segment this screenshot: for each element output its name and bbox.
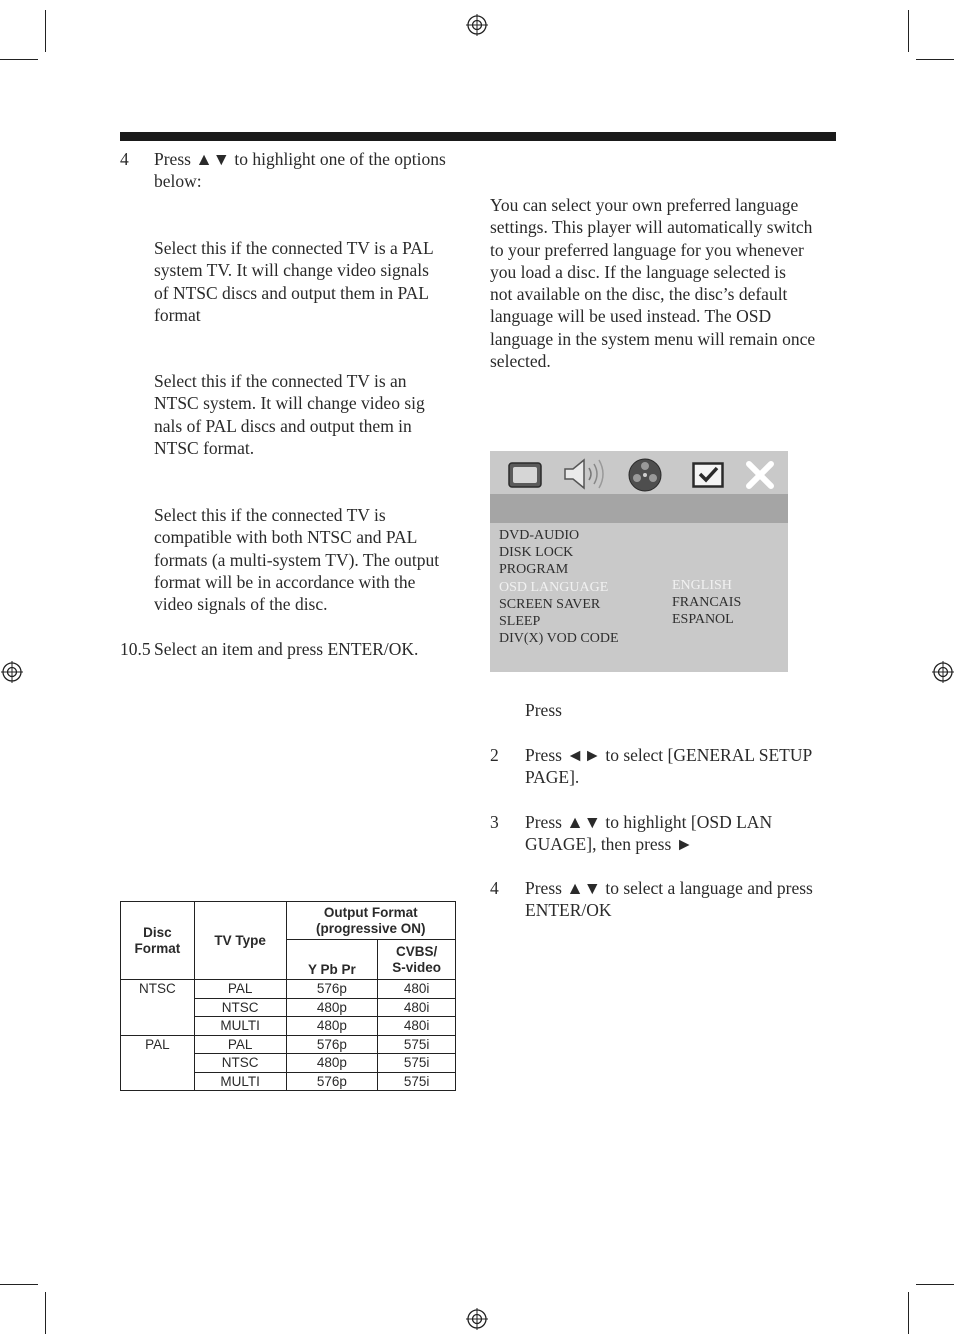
close-x-icon <box>745 460 775 490</box>
osd-menu-item-selected[interactable]: OSD LANGUAGE <box>499 579 609 595</box>
osd-option[interactable]: ESPANOL <box>672 612 734 628</box>
step-text: Press ◄► to select [GENERAL SETUP PAGE]. <box>525 745 813 788</box>
registration-mark-icon <box>466 1308 488 1330</box>
step-text: Press <box>525 700 562 720</box>
crop-mark <box>916 59 954 60</box>
table-cell: NTSC <box>194 1054 286 1073</box>
registration-mark-icon <box>932 661 954 683</box>
step-text: Press ▲▼ to highlight [OSD LAN GUAGE], then press ► <box>525 812 773 855</box>
table-cell: PAL <box>121 1035 195 1091</box>
step-number: 3 <box>490 812 499 832</box>
osd-menu-list <box>499 527 619 647</box>
step-number: 10.5 <box>120 639 151 659</box>
registration-mark-icon <box>1 661 23 683</box>
table-cell: 575i <box>378 1035 456 1054</box>
header-disc-format: Disc Format <box>121 902 195 980</box>
speaker-icon <box>562 457 612 491</box>
crop-mark <box>45 1292 46 1334</box>
table-cell: 480p <box>286 998 378 1017</box>
osd-menu-screenshot <box>490 451 788 672</box>
crop-mark <box>916 1284 954 1285</box>
table-cell: 575i <box>378 1072 456 1091</box>
table-cell: 480i <box>378 980 456 999</box>
option-pal-description: Select this if the connected TV is a PAL system TV. It will change video signals of NTSC discs and output them in PAL format <box>154 238 434 325</box>
crop-mark <box>0 1284 38 1285</box>
header-tv-type: TV Type <box>194 902 286 980</box>
header-output-format: Output Format (progressive ON) <box>286 902 455 940</box>
step-number: 2 <box>490 745 499 765</box>
osd-language-options <box>672 577 741 629</box>
table-cell: NTSC <box>194 998 286 1017</box>
table-cell: PAL <box>194 980 286 999</box>
option-ntsc-description: Select this if the connected TV is an NTSC system. It will change video sig nals of PAL discs and output them in NTSC format. <box>154 371 425 458</box>
osd-menu-item[interactable]: SLEEP <box>499 614 541 630</box>
osd-menu-item[interactable]: SCREEN SAVER <box>499 596 601 612</box>
osd-menu-item[interactable]: PROGRAM <box>499 562 569 578</box>
checkbox-icon <box>692 462 724 488</box>
table-cell: PAL <box>194 1035 286 1054</box>
osd-menu-item[interactable]: DIV(X) VOD CODE <box>499 631 619 647</box>
table-cell: MULTI <box>194 1017 286 1036</box>
step-text: Select an item and press ENTER/OK. <box>154 639 419 659</box>
tv-screen-icon <box>507 460 543 490</box>
step-number: 4 <box>490 878 499 898</box>
table-cell: 480p <box>286 1017 378 1036</box>
table-cell: 576p <box>286 980 378 999</box>
crop-mark <box>45 10 46 52</box>
crop-mark <box>0 59 38 60</box>
table-row <box>121 980 456 999</box>
table-cell: 480i <box>378 1017 456 1036</box>
osd-menu-item[interactable]: DISK LOCK <box>499 545 574 561</box>
osd-option-selected[interactable]: ENGLISH <box>672 578 732 593</box>
table-cell: 480p <box>286 1054 378 1073</box>
language-intro-paragraph: You can select your own preferred language settings. This player will automatically switch to your preferred language for you whenever you load a disc. If the language selected is not available on the disc, the disc’s default language will be used instead. The OSD language in the system menu will remain once selected. <box>490 195 816 372</box>
header-cvbs: CVBS/ S-video <box>378 940 456 980</box>
option-multi-description: Select this if the connected TV is compatible with both NTSC and PAL formats (a multi-system TV). The output format will be in accordance with the video signals of the disc. <box>154 505 440 615</box>
table-cell: 575i <box>378 1054 456 1073</box>
registration-mark-icon <box>466 14 488 36</box>
crop-mark <box>908 10 909 52</box>
osd-menu-item[interactable]: DVD-AUDIO <box>499 528 580 543</box>
step-text: Press ▲▼ to select a language and press ENTER/OK <box>525 878 813 921</box>
table-cell: 576p <box>286 1035 378 1054</box>
table-cell: 576p <box>286 1072 378 1091</box>
table-cell: MULTI <box>194 1072 286 1091</box>
table-row <box>121 1035 456 1054</box>
output-format-table <box>120 901 456 1091</box>
step-number: 4 <box>120 149 129 169</box>
table-cell: 480i <box>378 998 456 1017</box>
step-text: Press ▲▼ to highlight one of the options below: <box>154 149 446 192</box>
header-ypbpr: Y Pb Pr <box>286 940 378 980</box>
osd-title-strip <box>490 494 788 523</box>
crop-mark <box>908 1292 909 1334</box>
film-reel-icon <box>627 458 663 492</box>
header-rule <box>120 132 836 141</box>
table-cell: NTSC <box>121 980 195 1036</box>
osd-option[interactable]: FRANCAIS <box>672 595 742 611</box>
